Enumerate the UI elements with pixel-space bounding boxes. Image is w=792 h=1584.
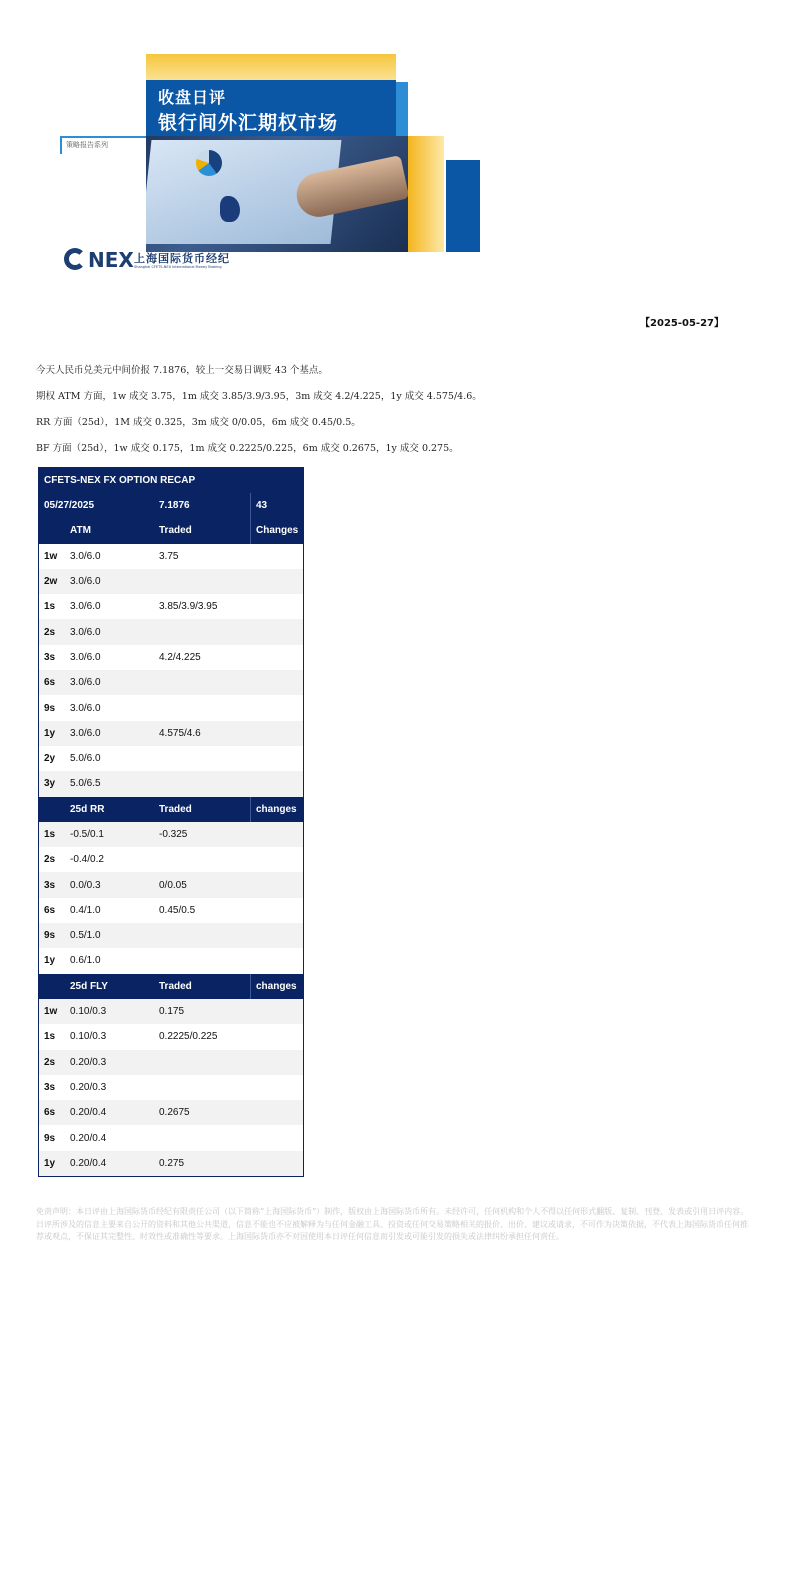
quote-cell: 5.0/6.5 (70, 778, 101, 790)
tenor-cell: 3s (44, 879, 56, 891)
market-summary (36, 364, 756, 468)
table-row (39, 695, 303, 720)
fx-option-recap-table (38, 467, 304, 1177)
change-cell (250, 1050, 303, 1075)
quote-cell: 3.0/6.0 (70, 626, 101, 638)
table-row (39, 923, 303, 948)
cnex-logo-icon (64, 248, 86, 270)
quote-cell: 3.0/6.0 (70, 702, 101, 714)
banner-yellow-accent (408, 136, 444, 252)
traded-cell: 0.2225/0.225 (159, 1031, 218, 1043)
tenor-cell: 2w (44, 576, 58, 588)
change-cell (250, 948, 303, 973)
changes-header: changes (250, 797, 303, 822)
change-cell (250, 1125, 303, 1150)
traded-header: Traded (159, 980, 192, 992)
rr-header-row (39, 797, 303, 822)
quote-cell: 3.0/6.0 (70, 677, 101, 689)
table-row (39, 1050, 303, 1075)
change-cell (250, 544, 303, 569)
traded-cell: 0.175 (159, 1006, 185, 1018)
tenor-cell: 9s (44, 702, 56, 714)
quote-cell: 0.20/0.4 (70, 1132, 107, 1144)
table-row (39, 645, 303, 670)
quote-cell: 0.0/0.3 (70, 879, 101, 891)
quote-cell: 3.0/6.0 (70, 576, 101, 588)
table-row (39, 771, 303, 796)
table-date-row (39, 493, 303, 518)
change-cell (250, 847, 303, 872)
tenor-cell: 2y (44, 753, 56, 765)
logo-chinese-name: 上海国际货币经纪 (134, 252, 230, 265)
changes-header: Changes (250, 518, 303, 543)
tenor-cell: 1y (44, 955, 56, 967)
tenor-cell: 1s (44, 829, 56, 840)
tenor-cell: 1y (44, 1157, 56, 1169)
change-cell (250, 898, 303, 923)
change-cell (250, 670, 303, 695)
table-row (39, 746, 303, 771)
traded-header: Traded (159, 803, 192, 815)
table-title: CFETS-NEX FX OPTION RECAP (39, 468, 303, 493)
table-row (39, 822, 303, 847)
quote-cell: 3.0/6.0 (70, 651, 101, 663)
traded-cell: 0/0.05 (159, 879, 187, 891)
change-cell (250, 999, 303, 1024)
atm-header-row (39, 518, 303, 543)
disclaimer: 免责声明：本日评由上海国际货币经纪有限责任公司（以下简称“上海国际货币”）制作，版权由上海国际货币所有。未经许可，任何机构和个人不得以任何形式翻版、复制、刊登、发表或引用日评内容。日评所涉及的信息主要来自公开的资料和其他公共渠道，信息不能也不应被解释为与任何金融工具、投资或任何交易策略相关的报价、出价、建议或请求，不可作为决策依据，不代表上海国际货币任何推荐或观点，不保证其完整性、时效性或准确性等要求。上海国际货币亦不对因使用本日评任何信息而引发或可能引发的损失或法律纠纷承担任何责任。 (36, 1207, 749, 1241)
tenor-cell: 1w (44, 550, 58, 562)
report-date: 【2025-05-27】 (640, 318, 724, 329)
change-cell (250, 619, 303, 644)
quote-cell: 0.20/0.4 (70, 1107, 107, 1119)
recap-fixing: 7.1876 (159, 500, 190, 512)
quote-cell: -0.5/0.1 (70, 829, 104, 840)
table-row (39, 898, 303, 923)
change-cell (250, 746, 303, 771)
table-row (39, 1075, 303, 1100)
table-row (39, 1125, 303, 1150)
table-row (39, 721, 303, 746)
traded-cell: -0.325 (159, 829, 188, 840)
tenor-cell: 1w (44, 1006, 58, 1018)
change-cell (250, 822, 303, 847)
change-cell (250, 569, 303, 594)
atm-rows (39, 544, 303, 797)
fly-rows (39, 999, 303, 1176)
summary-bf: BF 方面（25d），1w 成交 0.175，1m 成交 0.2225/0.225，6m 成交 0.2675，1y 成交 0.275。 (36, 443, 459, 454)
quote-cell: 0.10/0.3 (70, 1006, 107, 1018)
traded-cell: 4.575/4.6 (159, 727, 201, 739)
tenor-cell: 3y (44, 778, 56, 790)
traded-cell: 0.2675 (159, 1107, 190, 1119)
change-cell (250, 721, 303, 746)
banner-photo (146, 136, 408, 252)
change-cell (250, 1100, 303, 1125)
recap-change: 43 (250, 493, 303, 518)
table-row (39, 948, 303, 973)
tenor-cell: 3s (44, 651, 56, 663)
table-row (39, 594, 303, 619)
summary-fixing: 今天人民币兑美元中间价报 7.1876，较上一交易日调贬 43 个基点。 (36, 365, 328, 376)
change-cell (250, 1075, 303, 1100)
fly-header: 25d FLY (70, 980, 108, 992)
table-row (39, 544, 303, 569)
quote-cell: 5.0/6.0 (70, 753, 101, 765)
atm-header: ATM (70, 525, 91, 537)
tenor-cell: 2s (44, 1056, 56, 1068)
change-cell (250, 872, 303, 897)
table-row (39, 619, 303, 644)
tenor-cell: 3s (44, 1081, 56, 1093)
table-row (39, 670, 303, 695)
summary-rr: RR 方面（25d），1M 成交 0.325，3m 成交 0/0.05，6m 成交 0.45/0.5。 (36, 417, 361, 428)
change-cell (250, 695, 303, 720)
quote-cell: 3.0/6.0 (70, 727, 101, 739)
table-row (39, 999, 303, 1024)
change-cell (250, 1024, 303, 1049)
fly-header-row (39, 974, 303, 999)
change-cell (250, 923, 303, 948)
tenor-cell: 2s (44, 854, 56, 866)
table-row (39, 569, 303, 594)
table-row (39, 872, 303, 897)
quote-cell: 0.20/0.4 (70, 1157, 107, 1169)
report-banner (60, 52, 490, 282)
traded-cell: 4.2/4.225 (159, 651, 201, 663)
traded-cell: 0.275 (159, 1157, 185, 1169)
rr-rows (39, 822, 303, 974)
banner-title-line2: 银行间外汇期权市场 (158, 112, 339, 134)
quote-cell: 0.20/0.3 (70, 1081, 107, 1093)
quote-cell: 0.5/1.0 (70, 930, 101, 942)
banner-title-line1: 收盘日评 (158, 88, 227, 107)
quote-cell: 0.10/0.3 (70, 1031, 107, 1043)
quote-cell: 3.0/6.0 (70, 601, 101, 613)
traded-header: Traded (159, 525, 192, 537)
table-row (39, 1151, 303, 1176)
tenor-cell: 2s (44, 626, 56, 638)
traded-cell: 3.85/3.9/3.95 (159, 601, 218, 613)
tenor-cell: 6s (44, 677, 56, 689)
tenor-cell: 9s (44, 1132, 56, 1144)
change-cell (250, 771, 303, 796)
quote-cell: -0.4/0.2 (70, 854, 104, 866)
table-row (39, 1024, 303, 1049)
tenor-cell: 6s (44, 904, 56, 916)
tenor-cell: 1s (44, 1031, 56, 1043)
quote-cell: 0.6/1.0 (70, 955, 101, 967)
traded-cell: 3.75 (159, 550, 179, 562)
quote-cell: 0.20/0.3 (70, 1056, 107, 1068)
summary-atm: 期权 ATM 方面，1w 成交 3.75，1m 成交 3.85/3.9/3.95，3m 成交 4.2/4.225，1y 成交 4.575/4.6。 (36, 391, 482, 402)
change-cell (250, 645, 303, 670)
table-row (39, 847, 303, 872)
pie-chart-icon (196, 150, 222, 176)
tenor-cell: 1s (44, 601, 56, 613)
logo-english-name: Shanghai CFETS-NEX International Money Broking (134, 265, 222, 269)
map-icon (220, 196, 240, 222)
quote-cell: 3.0/6.0 (70, 550, 101, 562)
tenor-cell: 1y (44, 727, 56, 739)
rr-header: 25d RR (70, 803, 105, 815)
banner-blue-block (446, 160, 480, 252)
change-cell (250, 1151, 303, 1176)
series-tag: 策略报告系列 (66, 141, 108, 149)
tenor-cell: 9s (44, 930, 56, 942)
table-row (39, 1100, 303, 1125)
changes-header: changes (250, 974, 303, 999)
traded-cell: 0.45/0.5 (159, 904, 196, 916)
tenor-cell: 6s (44, 1107, 56, 1119)
quote-cell: 0.4/1.0 (70, 904, 101, 916)
recap-date: 05/27/2025 (44, 500, 95, 512)
change-cell (250, 594, 303, 619)
logo-name: NEX (88, 248, 134, 272)
